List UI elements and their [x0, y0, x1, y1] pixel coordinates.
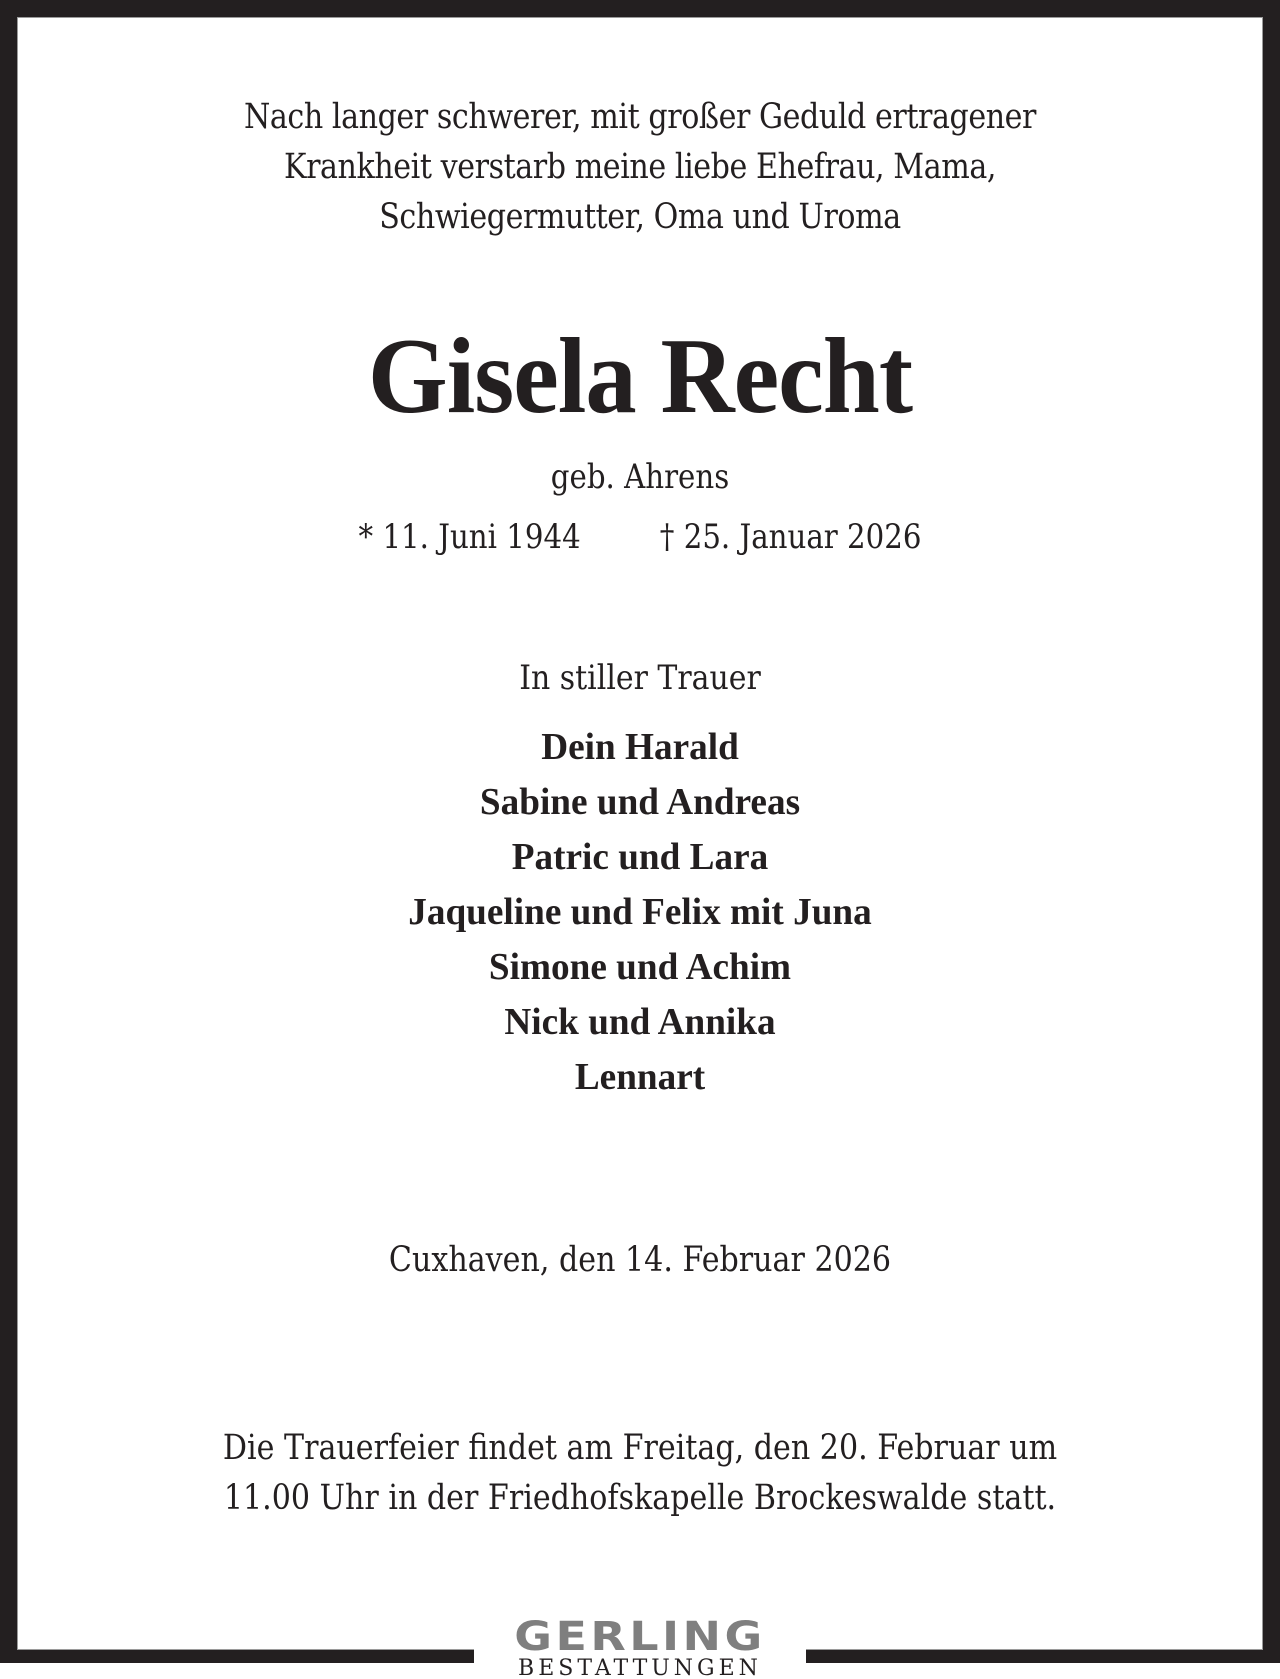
intro-text [90, 92, 1191, 242]
mourner-entry: Nick und Annika [504, 1001, 776, 1043]
maiden-name: geb. Ahrens [550, 457, 730, 497]
deceased-name: Gisela Recht [367, 317, 913, 436]
logo-subtitle: BESTATTUNGEN [518, 1656, 762, 1679]
mourner-entry: Simone und Achim [488, 946, 792, 988]
mourner-entry: Sabine und Andreas [479, 781, 801, 823]
mourner-entry: Dein Harald [541, 726, 739, 768]
intro-line: Krankheit verstarb meine liebe Ehefrau, Mama, [284, 147, 996, 187]
mourning-phrase: In stiller Trauer [519, 658, 761, 698]
life-dates [90, 515, 1191, 559]
ceremony-line: 11.00 Uhr in der Friedhofskapelle Brockeswalde statt. [223, 1478, 1057, 1518]
mourner-entry: Patric und Lara [511, 836, 769, 878]
mourner-entry: Lennart [574, 1056, 706, 1098]
birth-date: * 11. Juni 1944 [358, 517, 581, 557]
death-date: † 25. Januar 2026 [659, 517, 922, 557]
intro-line: Nach langer schwerer, mit großer Geduld ertragener [243, 97, 1037, 137]
place-and-date: Cuxhaven, den 14. Februar 2026 [388, 1240, 892, 1280]
ceremony-line: Die Trauerfeier findet am Freitag, den 20. Februar um [222, 1428, 1058, 1468]
ceremony-info [90, 1423, 1191, 1523]
mourners-list [13, 720, 1267, 1105]
funeral-home-logo [474, 1614, 806, 1679]
intro-line: Schwiegermutter, Oma und Uroma [379, 197, 901, 237]
mourner-entry: Jaqueline und Felix mit Juna [408, 891, 872, 933]
logo-wordmark: GERLING [514, 1614, 766, 1660]
